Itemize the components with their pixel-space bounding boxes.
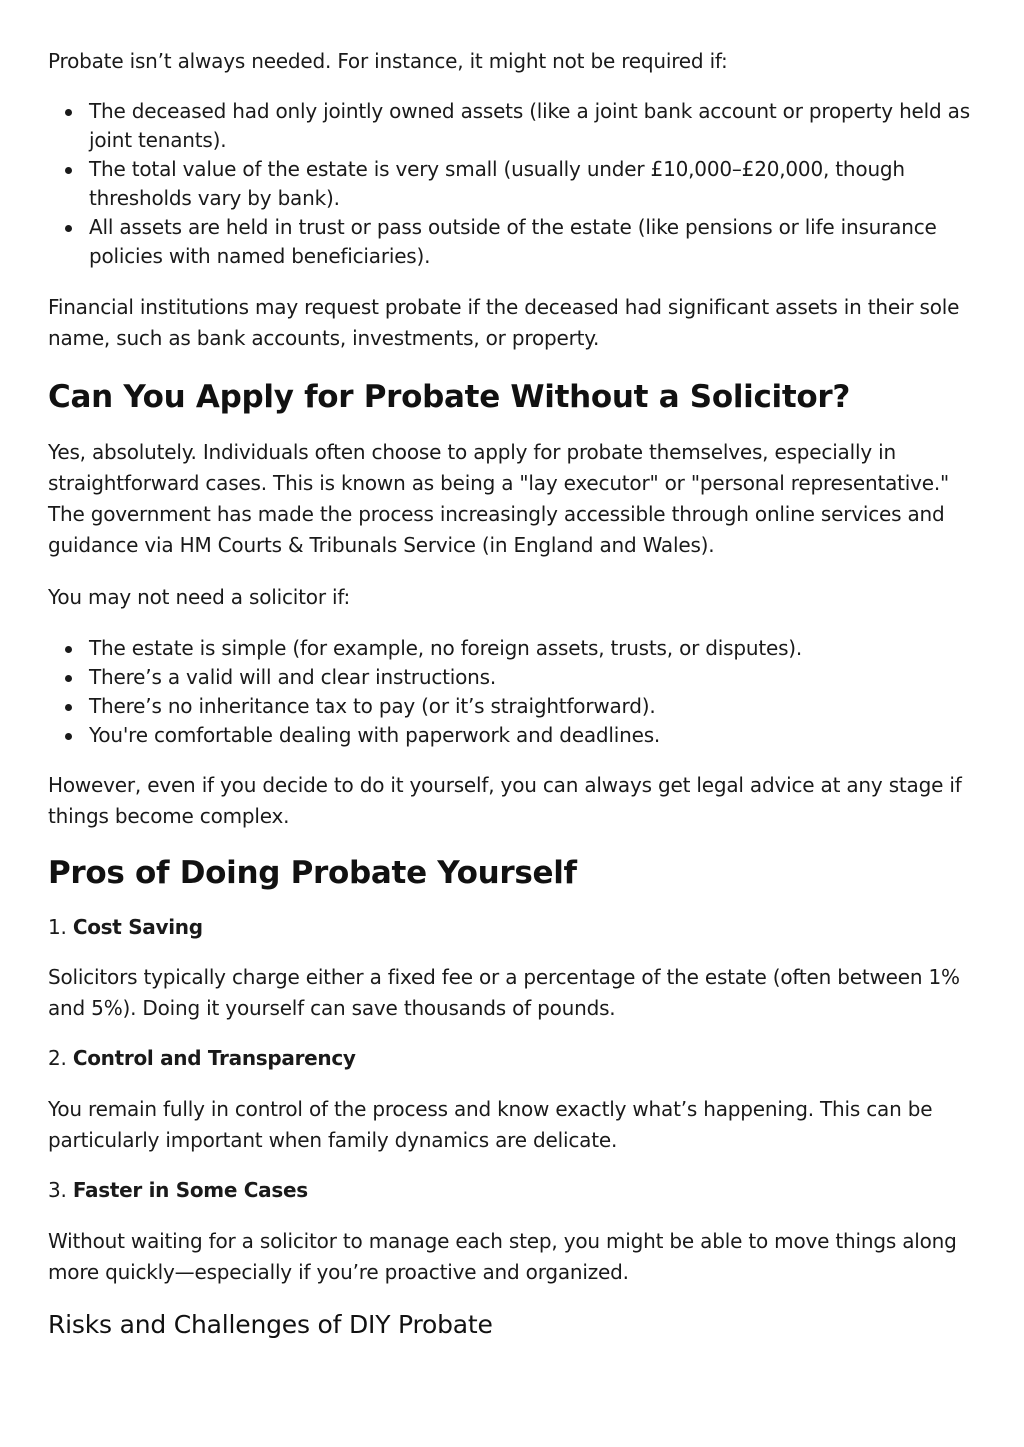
pro-title: Control and Transparency	[72, 1046, 356, 1070]
list-item: The estate is simple (for example, no foreign assets, trusts, or disputes).	[48, 634, 978, 663]
pro-number: 2.	[48, 1046, 67, 1070]
list-item: You're comfortable dealing with paperwork and deadlines.	[48, 721, 978, 750]
financial-institutions-paragraph: Financial institutions may request probate if the deceased had significant assets in their sole name, such as bank accounts, investments, or property.	[48, 295, 960, 350]
pro-item-heading	[48, 912, 978, 942]
pro-description: Without waiting for a solicitor to manage each step, you might be able to move things along more quickly—especially if you’re proactive and organized.	[48, 1229, 957, 1284]
pro-description: You remain fully in control of the process and know exactly what’s happening. This can be particularly important when family dynamics are delicate.	[48, 1097, 933, 1152]
pro-title: Cost Saving	[72, 915, 203, 939]
section-heading-risks: Risks and Challenges of DIY Probate	[48, 1310, 493, 1339]
list-item: The deceased had only jointly owned assets (like a joint bank account or property held as joint tenants).	[48, 97, 978, 155]
pro-item-heading	[48, 1175, 978, 1205]
list-item: There’s a valid will and clear instructions.	[48, 663, 978, 692]
pro-description: Solicitors typically charge either a fixed fee or a percentage of the estate (often between 1% and 5%). Doing it yourself can save thousands of pounds.	[48, 965, 960, 1020]
pro-number: 1.	[48, 915, 67, 939]
list-item: There’s no inheritance tax to pay (or it’s straightforward).	[48, 692, 978, 721]
section-heading-apply-without-solicitor: Can You Apply for Probate Without a Solicitor?	[48, 379, 851, 415]
not-required-list	[48, 97, 978, 271]
article-body	[48, 46, 978, 1342]
section-heading-pros: Pros of Doing Probate Yourself	[48, 855, 577, 891]
list-item: The total value of the estate is very small (usually under £10,000–£20,000, though thresholds vary by bank).	[48, 155, 978, 213]
list-item: All assets are held in trust or pass outside of the estate (like pensions or life insurance policies with named beneficiaries).	[48, 213, 978, 271]
pro-item-heading	[48, 1043, 978, 1073]
intro-paragraph: Probate isn’t always needed. For instance, it might not be required if:	[48, 49, 728, 73]
no-solicitor-list	[48, 634, 978, 750]
list-intro-paragraph: You may not need a solicitor if:	[48, 585, 351, 609]
lay-executor-paragraph: Yes, absolutely. Individuals often choose to apply for probate themselves, especially in straightforward cases. This is known as being a "lay executor" or "personal representative." The government has made the process increasingly accessible through online services and guidance via HM Courts & Tribunals Service (in England and Wales).	[48, 440, 950, 557]
pro-title: Faster in Some Cases	[72, 1178, 308, 1202]
pro-number: 3.	[48, 1178, 67, 1202]
legal-advice-paragraph: However, even if you decide to do it yourself, you can always get legal advice at any stage if things become complex.	[48, 773, 962, 828]
